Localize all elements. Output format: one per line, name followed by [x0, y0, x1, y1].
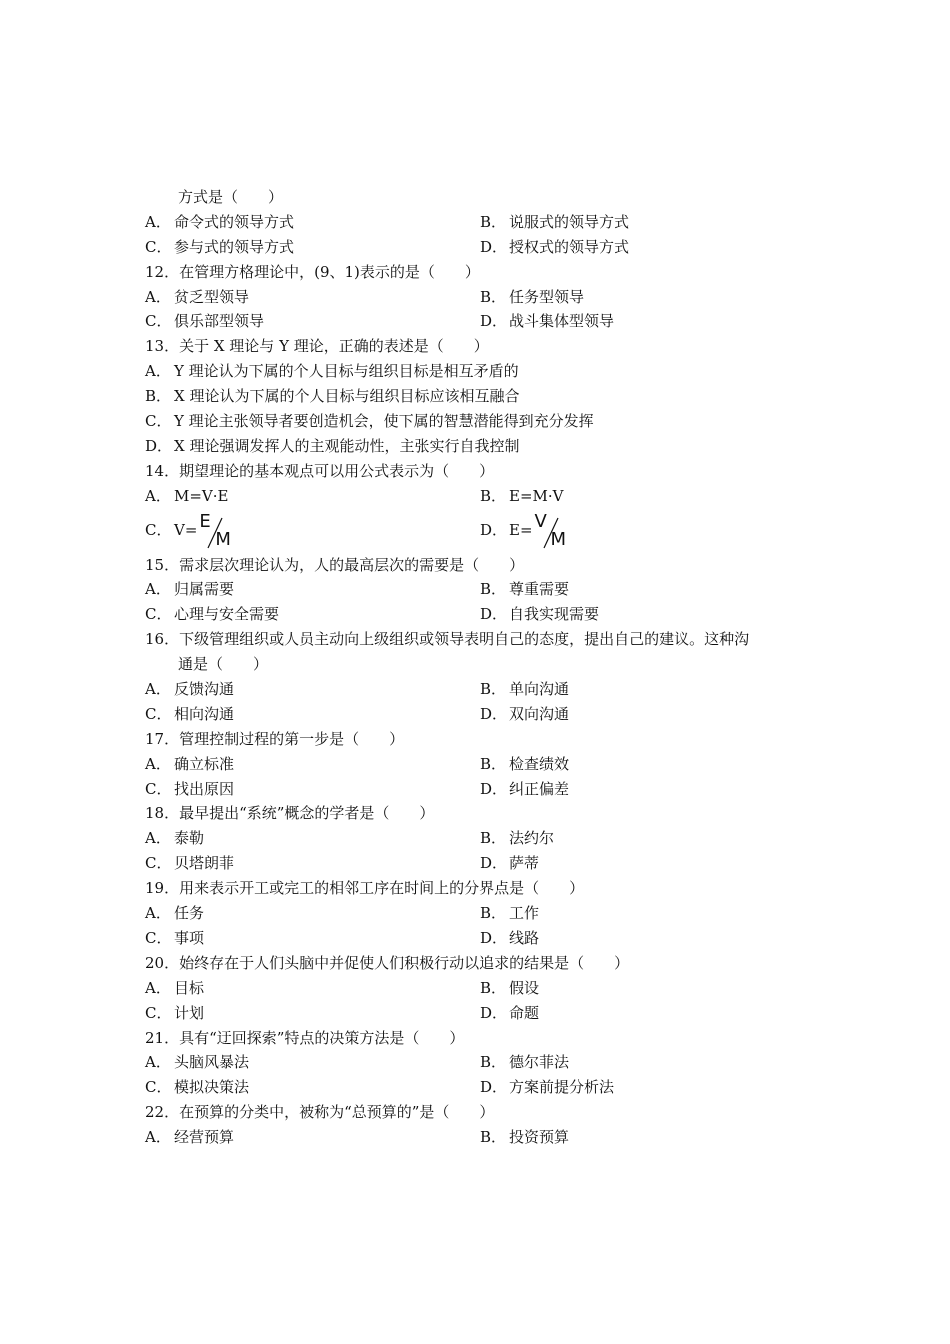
option-letter: B．: [480, 580, 507, 599]
option-row: [145, 702, 815, 727]
option-text: 假设: [509, 978, 540, 997]
option-a: [145, 976, 480, 1001]
option-c: [145, 777, 480, 802]
option-d: [480, 512, 815, 550]
option-letter: A．: [145, 904, 171, 923]
option-row: [145, 677, 815, 702]
fraction: [199, 512, 235, 550]
option-text: 参与式的领导方式: [174, 237, 295, 256]
option-c: [145, 1001, 480, 1026]
option-letter: C．: [145, 605, 172, 624]
option-c: [145, 1075, 480, 1100]
option-row: [145, 926, 815, 951]
option-row: [145, 1050, 815, 1075]
fraction-numerator: E: [199, 510, 211, 532]
option-text: X 理论认为下属的个人目标与组织目标应该相互融合: [174, 387, 520, 406]
question-stem-22: 22．在预算的分类中，被称为“总预算的”是（ ）: [145, 1103, 495, 1122]
option-row: [145, 210, 815, 235]
question-stem-19: 19．用来表示开工或完工的相邻工序在时间上的分界点是（ ）: [145, 879, 585, 898]
option-letter: A．: [145, 486, 171, 505]
option-text: 自我实现需要: [509, 605, 600, 624]
option-letter: A．: [145, 1053, 171, 1072]
option-letter: C．: [145, 704, 172, 723]
option-letter: A．: [145, 287, 171, 306]
option-a: [145, 359, 815, 384]
option-row: [145, 777, 815, 802]
option-d: [480, 1075, 815, 1100]
option-text: 单向沟通: [509, 680, 570, 699]
question-stem-16-cont: 通是（ ）: [178, 655, 269, 674]
option-letter: C．: [145, 312, 172, 331]
option-text: 相向沟通: [174, 704, 235, 723]
option-d: [480, 309, 815, 334]
option-d: [480, 602, 815, 627]
option-row: [145, 484, 815, 509]
formula-prefix: E=: [509, 520, 533, 539]
option-letter: D．: [480, 1003, 508, 1022]
option-text: 俱乐部型领导: [174, 312, 265, 331]
option-letter: B．: [480, 1053, 507, 1072]
question-stem-16: 16．下级管理组织或人员主动向上级组织或领导表明自己的态度，提出自己的建议。这种沟: [145, 630, 750, 649]
option-letter: B．: [480, 212, 507, 231]
option-c: [145, 409, 815, 434]
option-row: [145, 509, 815, 553]
option-text: 经营预算: [174, 1128, 235, 1147]
option-d: [480, 777, 815, 802]
option-a: [145, 210, 480, 235]
option-c: [145, 851, 480, 876]
fraction-numerator: V: [534, 510, 547, 532]
option-letter: D．: [480, 928, 508, 947]
option-letter: C．: [145, 237, 172, 256]
option-text: 模拟决策法: [174, 1078, 250, 1097]
option-b: [480, 826, 815, 851]
option-text: 纠正偏差: [509, 779, 570, 798]
option-letter: A．: [145, 1128, 171, 1147]
option-text: 贝塔朗菲: [174, 854, 235, 873]
option-letter: B．: [480, 287, 507, 306]
option-letter: B．: [480, 486, 507, 505]
option-row: [145, 285, 815, 310]
option-text: 心理与安全需要: [174, 605, 280, 624]
option-row: [145, 309, 815, 334]
question-stem-15: 15．需求层次理论认为，人的最高层次的需要是（ ）: [145, 555, 525, 574]
option-letter: B．: [480, 978, 507, 997]
option-letter: D．: [480, 1078, 508, 1097]
option-text: 反馈沟通: [174, 680, 235, 699]
option-a: [145, 285, 480, 310]
option-text: 战斗集体型领导: [509, 312, 615, 331]
option-letter: A．: [145, 829, 171, 848]
option-letter: D．: [480, 704, 508, 723]
option-text: X 理论强调发挥人的主观能动性，主张实行自我控制: [174, 436, 520, 455]
option-letter: B．: [480, 904, 507, 923]
question-stem-14: 14．期望理论的基本观点可以用公式表示为（ ）: [145, 461, 495, 480]
option-b: [480, 1050, 815, 1075]
option-text: 命令式的领导方式: [174, 212, 295, 231]
exam-page: [145, 185, 815, 1150]
option-letter: D．: [480, 854, 508, 873]
option-d: [480, 1001, 815, 1026]
option-text: 说服式的领导方式: [509, 212, 630, 231]
option-b: [480, 210, 815, 235]
question-stem-13: 13．关于 X 理论与 Y 理论，正确的表述是（ ）: [145, 337, 489, 356]
option-letter: A．: [145, 978, 171, 997]
option-b: [480, 1125, 815, 1150]
option-letter: B．: [145, 387, 172, 406]
formula-prefix: V=: [174, 520, 198, 539]
option-letter: A．: [145, 580, 171, 599]
option-text: 目标: [174, 978, 205, 997]
option-d: [480, 235, 815, 260]
option-text: Y 理论主张领导者要创造机会，使下属的智慧潜能得到充分发挥: [174, 412, 594, 431]
q11-stem-tail: 方式是（ ）: [178, 188, 284, 206]
option-text: 任务型领导: [509, 287, 585, 306]
option-text: 工作: [509, 904, 540, 923]
question-stem-18: 18．最早提出“系统”概念的学者是（ ）: [145, 804, 435, 823]
option-text: 双向沟通: [509, 704, 570, 723]
option-row: [145, 826, 815, 851]
option-b: [480, 577, 815, 602]
option-row: [145, 602, 815, 627]
option-letter: D．: [480, 237, 508, 256]
option-b: [480, 484, 815, 509]
option-d: [480, 926, 815, 951]
option-row: [145, 1001, 815, 1026]
option-text: 萨蒂: [509, 854, 540, 873]
option-text: 事项: [174, 928, 205, 947]
option-row: [145, 1125, 815, 1150]
fraction: [535, 512, 571, 550]
option-row: [145, 851, 815, 876]
option-letter: C．: [145, 1078, 172, 1097]
option-a: [145, 1050, 480, 1075]
option-letter: D．: [480, 520, 508, 539]
option-text: 确立标准: [174, 754, 235, 773]
option-text: 德尔菲法: [509, 1053, 570, 1072]
option-text: M=V·E: [174, 486, 229, 505]
option-a: [145, 577, 480, 602]
question-stem-20: 20．始终存在于人们头脑中并促使人们积极行动以追求的结果是（ ）: [145, 953, 630, 972]
option-letter: A．: [145, 754, 171, 773]
option-c: [145, 926, 480, 951]
option-letter: A．: [145, 362, 171, 381]
option-text: Y 理论认为下属的个人目标与组织目标是相互矛盾的: [174, 362, 519, 381]
option-letter: C．: [145, 1003, 172, 1022]
question-stem-17: 17．管理控制过程的第一步是（ ）: [145, 729, 405, 748]
option-b: [480, 752, 815, 777]
option-d: [145, 434, 815, 459]
option-b: [480, 976, 815, 1001]
option-c: [145, 235, 480, 260]
option-text: 线路: [509, 928, 540, 947]
question-stem-12: 12．在管理方格理论中，(9、1)表示的是（ ）: [145, 262, 480, 281]
option-letter: B．: [480, 1128, 507, 1147]
option-row: [145, 976, 815, 1001]
option-text: 命题: [509, 1003, 540, 1022]
question-stem-21: 21．具有“迂回探索”特点的决策方法是（ ）: [145, 1028, 465, 1047]
option-letter: A．: [145, 212, 171, 231]
option-text: 贫乏型领导: [174, 287, 250, 306]
option-b: [145, 384, 815, 409]
option-text: 泰勒: [174, 829, 205, 848]
option-text: 方案前提分析法: [509, 1078, 615, 1097]
option-letter: D．: [480, 605, 508, 624]
option-c: [145, 702, 480, 727]
fraction-denominator: M: [550, 528, 567, 550]
option-text: 法约尔: [509, 829, 555, 848]
option-letter: C．: [145, 412, 172, 431]
option-a: [145, 826, 480, 851]
option-a: [145, 677, 480, 702]
option-text: 归属需要: [174, 580, 235, 599]
option-row: [145, 752, 815, 777]
option-letter: C．: [145, 928, 172, 947]
option-text: 尊重需要: [509, 580, 570, 599]
option-text: 任务: [174, 904, 205, 923]
option-letter: C．: [145, 854, 172, 873]
option-a: [145, 484, 480, 509]
option-text: 找出原因: [174, 779, 235, 798]
option-row: [145, 577, 815, 602]
option-letter: D．: [145, 436, 173, 455]
option-c: [145, 309, 480, 334]
option-text: 头脑风暴法: [174, 1053, 250, 1072]
option-letter: C．: [145, 520, 172, 539]
option-letter: A．: [145, 680, 171, 699]
option-b: [480, 677, 815, 702]
option-b: [480, 901, 815, 926]
option-text: 投资预算: [509, 1128, 570, 1147]
option-text: 计划: [174, 1003, 205, 1022]
option-text: 授权式的领导方式: [509, 237, 630, 256]
option-text: E=M·V: [509, 486, 564, 505]
option-row: [145, 901, 815, 926]
option-d: [480, 702, 815, 727]
option-a: [145, 901, 480, 926]
option-letter: B．: [480, 680, 507, 699]
option-letter: D．: [480, 779, 508, 798]
option-a: [145, 1125, 480, 1150]
option-letter: B．: [480, 754, 507, 773]
fraction-denominator: M: [215, 528, 231, 550]
option-text: 检查绩效: [509, 754, 570, 773]
option-row: [145, 235, 815, 260]
option-a: [145, 752, 480, 777]
option-letter: D．: [480, 312, 508, 331]
option-b: [480, 285, 815, 310]
option-letter: B．: [480, 829, 507, 848]
option-row: [145, 1075, 815, 1100]
option-c: [145, 512, 480, 550]
option-d: [480, 851, 815, 876]
option-letter: C．: [145, 779, 172, 798]
option-c: [145, 602, 480, 627]
